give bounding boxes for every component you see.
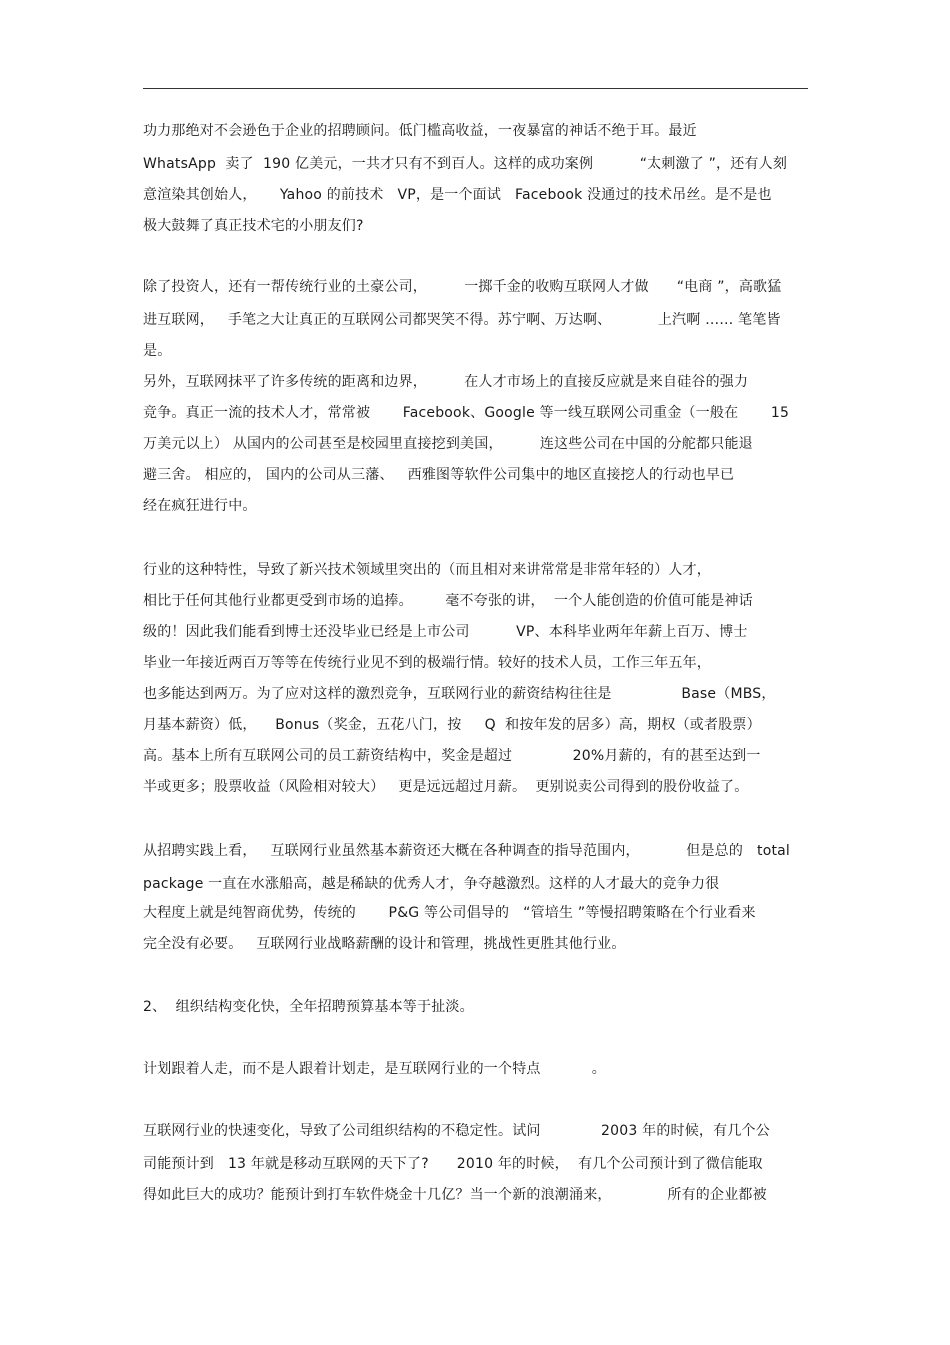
text-line: 功力那绝对不会逊色于企业的招聘顾问。低门槛高收益，一夜暴富的神话不绝于耳。最近 bbox=[143, 123, 697, 139]
text-line: 也多能达到两万。为了应对这样的激烈竞争，互联网行业的薪资结构往往是 Base（MBS， bbox=[143, 686, 776, 702]
text-line: 是。 bbox=[143, 343, 172, 359]
header-rule bbox=[143, 88, 808, 89]
text-line: 相比于任何其他行业都更受到市场的追捧。 毫不夸张的讲， 一个人能创造的价值可能是神话 bbox=[143, 593, 753, 609]
text-line: WhatsApp 卖了 190 亿美元，一共才只有不到百人。这样的成功案例 “太刺激了 ”，还有人刻 bbox=[143, 156, 788, 172]
text-line: 大程度上就是纯智商优势，传统的 P&G 等公司倡导的 “管培生 ”等慢招聘策略在个行业看来 bbox=[143, 905, 756, 921]
text-line: 互联网行业的快速变化，导致了公司组织结构的不稳定性。试问 2003 年的时候，有几个公 bbox=[143, 1123, 770, 1139]
text-line: 月基本薪资）低， Bonus（奖金，五花八门，按 Q 和按年发的居多）高，期权（或者股票） bbox=[143, 717, 761, 733]
text-line: 司能预计到 13 年就是移动互联网的天下了? 2010 年的时候， 有几个公司预计到了微信能取 bbox=[143, 1156, 763, 1172]
text-line: 得如此巨大的成功？能预计到打车软件烧金十几亿？当一个新的浪潮涌来， 所有的企业都被 bbox=[143, 1187, 767, 1203]
text-line: 进互联网， 手笔之大让真正的互联网公司都哭笑不得。苏宁啊、万达啊、 上汽啊 …… 笔笔皆 bbox=[143, 312, 781, 328]
text-line: 级的！因此我们能看到博士还没毕业已经是上市公司 VP、本科毕业两年年薪上百万、博士 bbox=[143, 624, 748, 640]
text-line: 完全没有必要。 互联网行业战略薪酬的设计和管理，挑战性更胜其他行业。 bbox=[143, 936, 626, 952]
text-line: package 一直在水涨船高，越是稀缺的优秀人才，争夺越激烈。这样的人才最大的竞争力很 bbox=[143, 876, 720, 892]
text-line: 另外，互联网抹平了许多传统的距离和边界， 在人才市场上的直接反应就是来自硅谷的强力 bbox=[143, 374, 749, 390]
text-line: 意渲染其创始人， Yahoo 的前技术 VP，是一个面试 Facebook 没通过的技术吊丝。是不是也 bbox=[143, 187, 772, 203]
text-line: 高。基本上所有互联网公司的员工薪资结构中，奖金是超过 20%月薪的，有的甚至达到一 bbox=[143, 748, 761, 764]
text-line: 行业的这种特性，导致了新兴技术领域里突出的（而且相对来讲常常是非常年轻的）人才， bbox=[143, 562, 711, 578]
text-line: 经在疯狂进行中。 bbox=[143, 498, 257, 514]
text-line: 极大鼓舞了真正技术宅的小朋友们? bbox=[143, 218, 364, 234]
text-line: 计划跟着人走，而不是人跟着计划走，是互联网行业的一个特点 。 bbox=[143, 1061, 606, 1077]
text-line: 避三舍。 相应的， 国内的公司从三藩、 西雅图等软件公司集中的地区直接挖人的行动也早已 bbox=[143, 467, 735, 483]
text-line: 除了投资人，还有一帮传统行业的土豪公司， 一掷千金的收购互联网人才做 “电商 ”，高歌猛 bbox=[143, 279, 782, 295]
text-line: 万美元以上） 从国内的公司甚至是校园里直接挖到美国， 连这些公司在中国的分舵都只能退 bbox=[143, 436, 753, 452]
text-line: 半或更多；股票收益（风险相对较大） 更是远远超过月薪。 更别说卖公司得到的股份收益了。 bbox=[143, 779, 749, 795]
text-line: 竞争。真正一流的技术人才，常常被 Facebook、Google 等一线互联网公司重金（一般在 15 bbox=[143, 405, 790, 421]
section-heading: 2、 组织结构变化快，全年招聘预算基本等于扯淡。 bbox=[143, 999, 474, 1015]
text-line: 从招聘实践上看， 互联网行业虽然基本薪资还大概在各种调查的指导范围内， 但是总的 total bbox=[143, 843, 791, 859]
text-line: 毕业一年接近两百万等等在传统行业见不到的极端行情。较好的技术人员，工作三年五年， bbox=[143, 655, 711, 671]
